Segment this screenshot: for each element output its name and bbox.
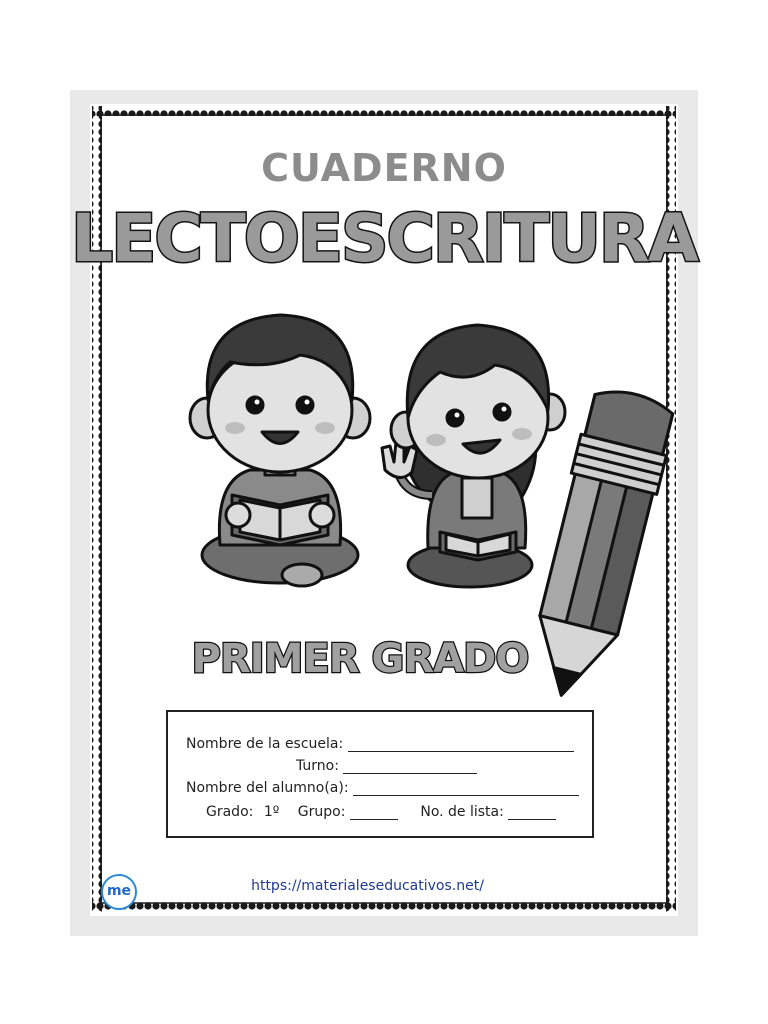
shift-label: Turno: [296,758,339,774]
group-field[interactable] [350,805,398,820]
group-label: Grupo: [297,804,346,820]
cover-subtitle: CUADERNO [261,146,507,190]
grade-value: 1º [263,804,280,820]
school-field[interactable] [348,737,574,752]
girl-reading-illustration [382,325,565,587]
cover-title: LECTOESCRITURA [71,200,697,277]
list-number-field[interactable] [508,805,556,820]
grade-label: Grado: [206,804,254,820]
student-field[interactable] [353,781,579,796]
student-info-box [166,710,594,838]
shift-field[interactable] [343,759,477,774]
boy-reading-illustration [190,315,370,586]
school-label: Nombre de la escuela: [186,736,344,752]
list-number-label: No. de lista: [420,804,504,820]
website-url[interactable]: https://materialeseducativos.net/ [251,878,484,894]
student-label: Nombre del alumno(a): [186,780,349,796]
materiales-educativos-logo: me [101,874,137,910]
grade-title: PRIMER GRADO [191,636,529,682]
